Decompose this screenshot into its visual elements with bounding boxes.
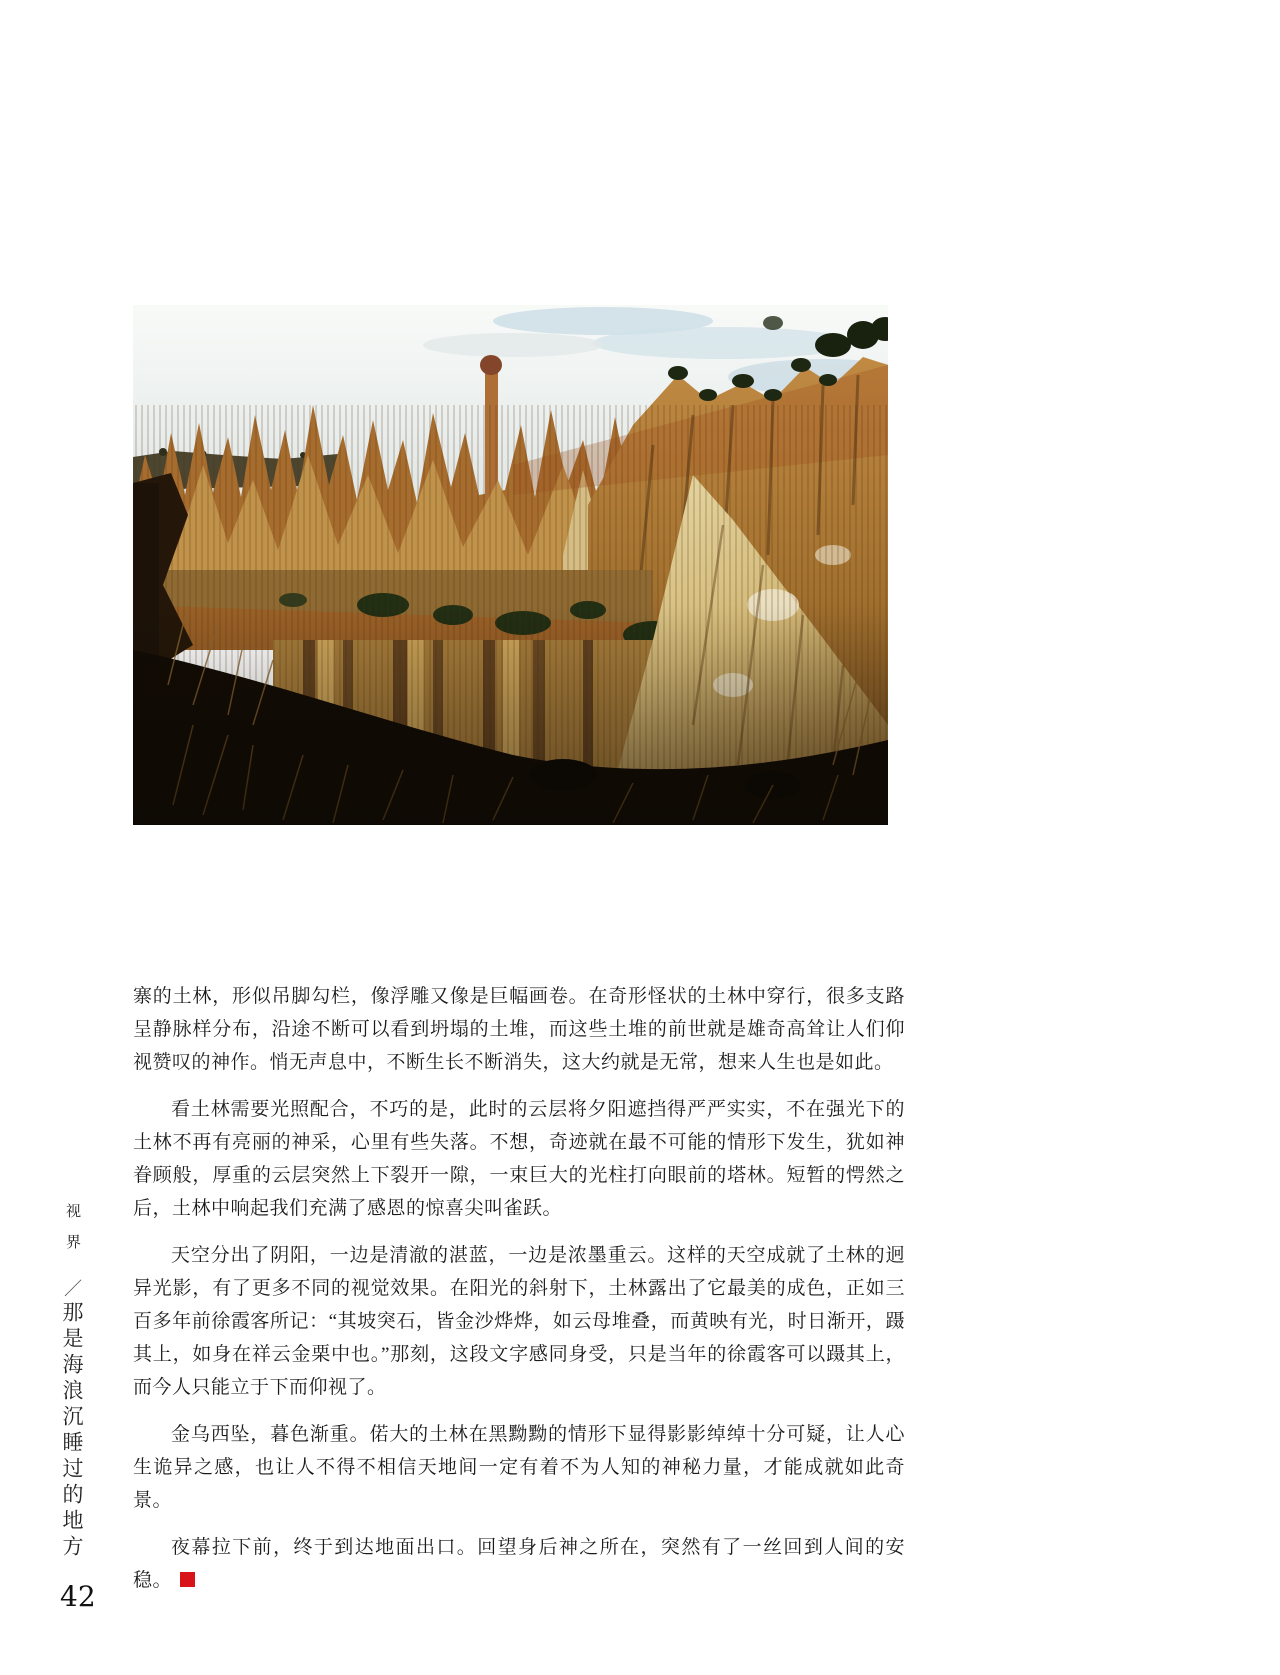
earth-forest-photo-art	[133, 305, 888, 825]
body-paragraph: 看土林需要光照配合，不巧的是，此时的云层将夕阳遮挡得严严实实，不在强光下的土林不再有亮丽的神采，心里有些失落。不想，奇迹就在最不可能的情形下发生，犹如神眷顾般，厚重的云层突然上下裂开一隙，一束巨大的光柱打向眼前的塔林。短暂的愕然之后，土林中响起我们充满了感恩的惊喜尖叫雀跃。	[133, 1099, 905, 1219]
page-number: 42	[60, 1580, 96, 1613]
article-body	[133, 980, 905, 1611]
earth-forest-photo	[133, 305, 888, 825]
paragraph-text: 夜幕拉下前，终于到达地面出口。回望身后神之所在，突然有了一丝回到人间的安稳。	[133, 1537, 905, 1591]
section-label: 视界	[64, 1203, 80, 1265]
slash-separator: ／	[62, 1279, 82, 1297]
body-paragraph: 金乌西坠，暮色渐重。偌大的土林在黑黝黝的情形下显得影影绰绰十分可疑，让人心生诡异之感，也让人不得不相信天地间一定有着不为人知的神秘力量，才能成就如此奇景。	[133, 1424, 905, 1511]
body-paragraph: 寨的土林，形似吊脚勾栏，像浮雕又像是巨幅画卷。在奇形怪状的土林中穿行，很多支路呈静脉样分布，沿途不断可以看到坍塌的土堆，而这些土堆的前世就是雄奇高耸让人们仰视赞叹的神作。悄无声息中，不断生长不断消失，这大约就是无常，想来人生也是如此。	[133, 986, 905, 1073]
sidebar-vertical-title	[57, 1203, 87, 1603]
article-end-mark	[180, 1572, 195, 1587]
body-paragraph	[133, 1531, 905, 1597]
body-paragraph: 天空分出了阴阳，一边是清澈的湛蓝，一边是浓墨重云。这样的天空成就了土林的迥异光影，有了更多不同的视觉效果。在阳光的斜射下，土林露出了它最美的成色，正如三百多年前徐霞客所记：“其坡突石，皆金沙烨烨，如云母堆叠，而黄映有光，时日渐开，蹑其上，如身在祥云金栗中也。”那刻，这段文字感同身受，只是当年的徐霞客可以蹑其上，而今人只能立于下而仰视了。	[133, 1245, 905, 1398]
article-title-vertical: 那是海浪沉睡过的地方	[60, 1301, 84, 1561]
